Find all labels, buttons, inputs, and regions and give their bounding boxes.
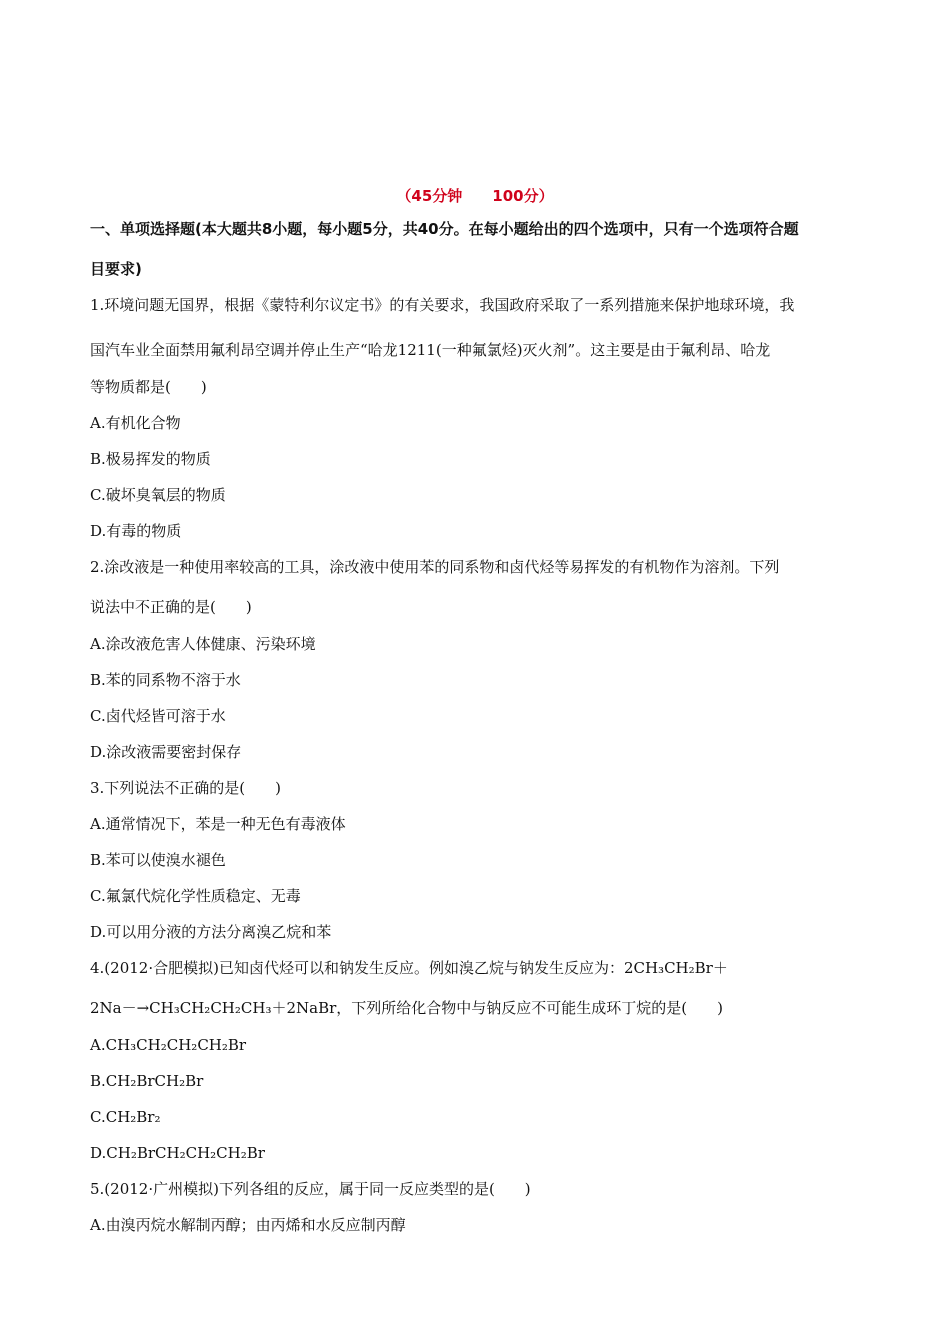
- section-title-line-2: 目要求): [90, 260, 142, 278]
- question-1-option-b: B.极易挥发的物质: [90, 450, 211, 468]
- question-4-stem-line-2: 2Na－→CH₃CH₂CH₂CH₃＋2NaBr，下列所给化合物中与钠反应不可能生成环丁烷的是( ): [90, 999, 723, 1017]
- question-2-stem-line-1: 2.涂改液是一种使用率较高的工具，涂改液中使用苯的同系物和卤代烃等易挥发的有机物作为溶剂。下列: [90, 558, 780, 576]
- question-3-option-b: B.苯可以使溴水褪色: [90, 851, 226, 869]
- question-4-stem-line-1: 4.(2012·合肥模拟)已知卤代烃可以和钠发生反应。例如溴乙烷与钠发生反应为：2CH₃CH₂Br＋: [90, 959, 728, 977]
- question-5-stem: 5.(2012·广州模拟)下列各组的反应，属于同一反应类型的是( ): [90, 1180, 531, 1198]
- exam-timing: （45分钟 100分）: [396, 187, 554, 205]
- question-4-option-a: A.CH₃CH₂CH₂CH₂Br: [90, 1036, 247, 1054]
- question-3-option-a: A.通常情况下，苯是一种无色有毒液体: [90, 815, 346, 833]
- question-1-stem-line-1: 1.环境问题无国界，根据《蒙特利尔议定书》的有关要求，我国政府采取了一系列措施来保护地球环境，我: [90, 296, 795, 314]
- question-2-option-d: D.涂改液需要密封保存: [90, 743, 242, 761]
- question-3-option-d: D.可以用分液的方法分离溴乙烷和苯: [90, 923, 332, 941]
- question-2-stem-line-2: 说法中不正确的是( ): [90, 598, 252, 616]
- question-5-option-a: A.由溴丙烷水解制丙醇；由丙烯和水反应制丙醇: [90, 1216, 406, 1234]
- question-1-option-a: A.有机化合物: [90, 414, 181, 432]
- question-1-stem-line-3: 等物质都是( ): [90, 378, 207, 396]
- question-1-option-d: D.有毒的物质: [90, 522, 182, 540]
- question-3-option-c: C.氟氯代烷化学性质稳定、无毒: [90, 887, 301, 905]
- question-3-stem: 3.下列说法不正确的是( ): [90, 779, 282, 797]
- section-title-line-1: 一、单项选择题(本大题共8小题，每小题5分，共40分。在每小题给出的四个选项中，只有一个选项符合题: [90, 220, 799, 238]
- question-2-option-b: B.苯的同系物不溶于水: [90, 671, 241, 689]
- question-4-option-b: B.CH₂BrCH₂Br: [90, 1072, 204, 1090]
- question-4-option-d: D.CH₂BrCH₂CH₂CH₂Br: [90, 1144, 265, 1162]
- question-1-stem-line-2: 国汽车业全面禁用氟利昂空调并停止生产“哈龙1211(一种氟氯烃)灭火剂”。这主要是由于氟利昂、哈龙: [90, 341, 771, 359]
- question-2-option-a: A.涂改液危害人体健康、污染环境: [90, 635, 316, 653]
- question-1-option-c: C.破坏臭氧层的物质: [90, 486, 226, 504]
- question-2-option-c: C.卤代烃皆可溶于水: [90, 707, 226, 725]
- question-4-option-c: C.CH₂Br₂: [90, 1108, 161, 1126]
